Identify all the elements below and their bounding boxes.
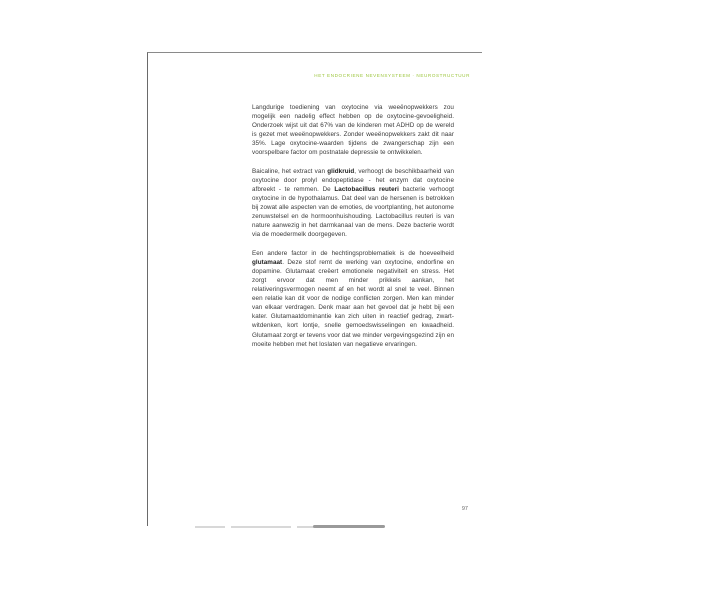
shadow-segment xyxy=(231,526,291,528)
body-text xyxy=(252,103,454,358)
text-segment: Een andere factor in de hechtingsproblematiek is de hoeveelheid xyxy=(252,249,454,257)
running-head: HET ENDOCRIENE NEVENSYSTEEM · NEUROSTRUCTUUR xyxy=(314,73,470,78)
document-page xyxy=(147,52,482,526)
paragraph xyxy=(252,249,454,349)
shadow-segment xyxy=(195,526,225,528)
bold-term: glidkruid xyxy=(327,167,355,175)
text-segment: Baicaline, het extract van xyxy=(252,167,328,175)
page-number: 97 xyxy=(461,506,468,512)
text-segment: Langdurige toediening van oxytocine via weeënopwekkers zou mogelijk een nadelig effect hebben op de oxytocine-gevoeligheid. Onderzoek wijst uit dat 67% van de kinderen met ADHD op de wereld is gezet met weeënopwekkers. Zonder weeënopwekkers zakt dit naar 35%. Lage oxytocine-waarden tijdens de zwangerschap zijn een voorspelbare factor om postnatale depressie te ontwikkelen. xyxy=(252,104,454,157)
paragraph xyxy=(252,167,454,240)
text-segment: , verhoogt de beschikbaarheid van oxytocine door prolyl endopeptidase - het enzym dat oxytocine afbreekt - te remmen. De xyxy=(252,167,454,193)
bold-term: glutamaat xyxy=(252,258,283,266)
horizontal-scrollbar-thumb[interactable] xyxy=(313,525,385,528)
text-segment: bacterie verhoogt oxytocine in de hypothalamus. Dat deel van de hersenen is betrokken bij zowat alle aspecten van de emoties, de voortplanting, het autonome zenuwstelsel en de hormoonhuishouding. Lactobacillus reuteri is van nature aanwezig in het darmkanaal van de mens. Deze bacterie wordt via de moedermelk doorgegeven. xyxy=(252,185,455,239)
bold-term: Lactobacillus reuteri xyxy=(334,185,399,193)
paragraph xyxy=(252,103,454,158)
text-segment: . Deze stof remt de werking van oxytocine, endorfine en dopamine. Glutamaat creëert emotionele negativiteit en stress. Het zorgt ervoor dat men minder prikkels aankan, het relativeringsvermogen neemt af en het wordt al snel te veel. Binnen een relatie kan dit voor de nodige conflicten zorgen. Men kan minder van elkaar verdragen. Denk maar aan het gevoel dat je hebt bij een kater. Glutamaatdominantie kan zich uiten in reactief gedrag, zwart-witdenken, kort lontje, snelle gemoedswisselingen en kwaadheid. Glutamaat zorgt er tevens voor dat we minder vergevingsgezind zijn en moeite hebben met het loslaten van negatieve ervaringen. xyxy=(252,258,454,348)
